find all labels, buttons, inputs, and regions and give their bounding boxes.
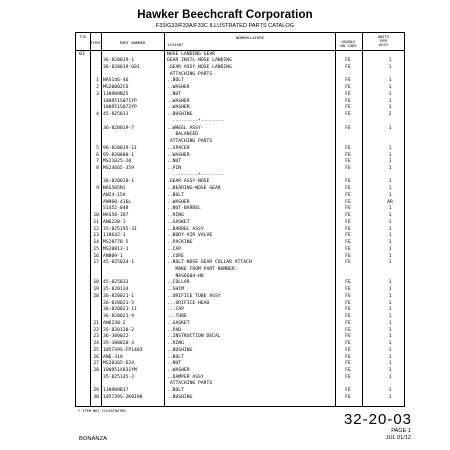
cell-part-number: 100951X031YM [103, 368, 137, 374]
cell-part-number: 36-820021-9 [103, 314, 135, 320]
cell-nomenclature: ..ORIFICE TUBE ASSY [167, 293, 221, 299]
cell-part-number: 36-820019-601 [103, 64, 140, 70]
cell-units-per-assy: 1 [388, 280, 392, 286]
table-row [76, 139, 404, 146]
cell-nomenclature: ..WHEEL ASSY- [167, 125, 204, 131]
cell-units-per-assy: 1 [388, 58, 392, 64]
cell-nomenclature: ..BOLT-NOSE GEAR COLLAR ATTACH [167, 260, 252, 266]
cell-nomenclature: NAS6604-H8 [167, 273, 204, 279]
cell-part-number: AN6230-2 [103, 320, 126, 326]
cell-units-per-assy: 1 [388, 85, 392, 91]
footnote: * ITEM NOT ILLUSTRATED [78, 409, 126, 413]
cell-units-per-assy: 1 [388, 314, 392, 320]
cell-units-per-assy: AR [387, 199, 393, 205]
cell-part-number: 96-820019-11 [103, 145, 137, 151]
cell-units-per-assy: 1 [388, 105, 392, 111]
cell-nomenclature: ...CAP [167, 307, 184, 313]
cell-nomenclature: ..BODY-AIR VALVE [167, 233, 213, 239]
table-row [76, 240, 404, 247]
cell-item: 14 [93, 240, 99, 246]
cell-item: 18 [93, 280, 99, 286]
cell-usable-code: FE [345, 192, 351, 198]
header-fig: FIG [79, 34, 87, 39]
cell-usable-code: FE [345, 91, 351, 97]
cell-item: 26 [93, 354, 99, 360]
cell-nomenclature: GEAR INSTL-NOSE LANDING [167, 58, 232, 64]
cell-fig: 03 [79, 51, 85, 57]
cell-units-per-assy: 1 [388, 91, 392, 97]
cell-part-number: S1452-048 [103, 206, 129, 212]
cell-part-number: 36-820021-1 [103, 293, 135, 299]
cell-usable-code: FE [345, 287, 351, 293]
cell-part-number: MS20002C6 [103, 85, 129, 91]
cell-nomenclature: ..WASHER [167, 98, 190, 104]
cell-usable-code: FE [345, 320, 351, 326]
cell-item: 22 [93, 327, 99, 333]
cell-part-number: NAS146-46 [103, 78, 129, 84]
cell-units-per-assy: 1 [388, 64, 392, 70]
cell-nomenclature: .GEAR ASSY-NOSE [167, 179, 210, 185]
cell-units-per-assy: 1 [388, 233, 392, 239]
cell-usable-code: FE [345, 361, 351, 367]
cell-usable-code: FE [345, 145, 351, 151]
table-row [76, 85, 404, 92]
cell-nomenclature: ..BUSHING [167, 394, 193, 400]
cell-usable-code: FE [345, 78, 351, 84]
cell-nomenclature: ..CORE [167, 253, 184, 259]
cell-nomenclature: ATTACHING PARTS [167, 71, 213, 77]
header-item: ITEM [90, 40, 100, 45]
cell-units-per-assy: 1 [388, 361, 392, 367]
cell-units-per-assy: 1 [388, 320, 392, 326]
cell-part-number: 95-820000-1 [103, 152, 135, 158]
cell-units-per-assy: 1 [388, 253, 392, 259]
cell-part-number: 36-820021-5 [103, 300, 135, 306]
cell-units-per-assy: 2 [388, 112, 392, 118]
cell-usable-code: FE [345, 206, 351, 212]
cell-part-number: 35-825145-2 [103, 374, 135, 380]
cell-nomenclature: ..BEARING-NOSE GEAR [167, 186, 221, 192]
cell-usable-code: FE [345, 280, 351, 286]
cell-nomenclature: ..RING [167, 341, 184, 347]
cell-item: 19 [93, 287, 99, 293]
table-row [76, 314, 404, 321]
cell-usable-code: FE [345, 219, 351, 225]
table-row [76, 348, 404, 355]
cell-part-number: 45-825034-1 [103, 260, 135, 266]
cell-usable-code: FE [345, 199, 351, 205]
cell-usable-code: FE [345, 58, 351, 64]
cell-nomenclature: ATTACHING PARTS [167, 139, 213, 145]
table-body [76, 52, 404, 402]
revision-date: JUL 01/12 [385, 435, 411, 441]
table-row [76, 146, 404, 153]
cell-units-per-assy: 1 [388, 354, 392, 360]
cell-units-per-assy: 1 [388, 341, 392, 347]
table-row [76, 220, 404, 227]
cell-part-number: 36-820020-1 [103, 179, 135, 185]
cell-nomenclature: ..BOLT [167, 388, 184, 394]
cell-part-number: NAS505NJ [103, 186, 126, 192]
cell-units-per-assy: 1 [388, 307, 392, 313]
table-row [76, 287, 404, 294]
cell-units-per-assy: 1 [388, 287, 392, 293]
cell-units-per-assy: 1 [388, 246, 392, 252]
cell-usable-code: FE [345, 260, 351, 266]
cell-usable-code: FE [345, 152, 351, 158]
cell-item: 24 [93, 341, 99, 347]
cell-item: 12 [93, 226, 99, 232]
cell-usable-code: FE [345, 300, 351, 306]
page-label: PAGE 1 [391, 428, 411, 434]
header-units-line2: PER [379, 38, 388, 44]
cell-part-number: 36-820019-7 [103, 125, 135, 131]
cell-units-per-assy: 1 [388, 300, 392, 306]
cell-nomenclature: ..NUT [167, 159, 182, 165]
table-row [76, 267, 404, 274]
cell-nomenclature: ..GASKET [167, 219, 190, 225]
cell-usable-code: FE [345, 253, 351, 259]
cell-usable-code: FE [345, 240, 351, 246]
cell-part-number: MS24665-359 [103, 165, 135, 171]
table-row [76, 65, 404, 72]
cell-nomenclature: ...TUBE [167, 314, 187, 320]
cell-nomenclature: ..WASHER [167, 368, 190, 374]
header-indent-scale: 1234567 [167, 42, 184, 47]
cell-item: 20 [93, 293, 99, 299]
header-units-line3: ASSY [378, 42, 389, 48]
cell-nomenclature: ..GASKET [167, 320, 190, 326]
cell-nomenclature: ..RING [167, 213, 184, 219]
cell-usable-code: FE [345, 159, 351, 165]
cell-part-number: 100951S072YP [103, 105, 137, 111]
table-row [76, 166, 404, 173]
cell-units-per-assy: 1 [388, 226, 392, 232]
cell-item: 10 [93, 213, 99, 219]
cell-nomenclature: ---------*-------- [167, 172, 224, 178]
cell-units-per-assy: 1 [388, 186, 392, 192]
cell-units-per-assy: 1 [388, 334, 392, 340]
cell-nomenclature: ..CAP [167, 246, 182, 252]
cell-units-per-assy: 1 [388, 388, 392, 394]
cell-nomenclature: ATTACHING PARTS [167, 381, 213, 387]
cell-usable-code: FE [345, 334, 351, 340]
cell-item: 4 [96, 112, 99, 118]
cell-units-per-assy: 1 [388, 125, 392, 131]
cell-part-number: 45-825033 [103, 280, 129, 286]
table-row [76, 126, 404, 133]
cell-part-number: MS20813-1 [103, 246, 129, 252]
cell-units-per-assy: 1 [388, 293, 392, 299]
header-usable [335, 40, 362, 48]
table-row [76, 260, 404, 267]
cell-nomenclature: ..INSTRUCTION DECAL [167, 334, 221, 340]
table-row [76, 186, 404, 193]
cell-usable-code: FE [345, 112, 351, 118]
cell-nomenclature: ..NUT-BARREL [167, 206, 201, 212]
cell-usable-code: FE [345, 388, 351, 394]
cell-part-number: AN960-416L [103, 199, 132, 205]
cell-units-per-assy: 1 [388, 368, 392, 374]
cell-item: 6 [96, 152, 99, 158]
table-row [76, 375, 404, 382]
cell-nomenclature: .GEAR ASSY-NOSE LANDING [167, 64, 232, 70]
cell-part-number: MS21025-20 [103, 159, 132, 165]
cell-units-per-assy: 1 [388, 394, 392, 400]
cell-part-number: 130909N25 [103, 91, 129, 97]
table-row [76, 159, 404, 166]
table-row [76, 92, 404, 99]
cell-nomenclature: ..NUT [167, 361, 182, 367]
header-usable-line1: USABLE [341, 39, 356, 44]
cell-nomenclature: ..BOLT [167, 78, 184, 84]
cell-usable-code: FE [345, 165, 351, 171]
cell-units-per-assy: 1 [388, 213, 392, 219]
table-row [76, 368, 404, 375]
cell-part-number: AN24-15A [103, 192, 126, 198]
cell-nomenclature: ..BUSHING [167, 347, 193, 353]
cell-part-number: MS20365-624 [103, 361, 135, 367]
cell-units-per-assy: 1 [388, 240, 392, 246]
cell-item: 15 [93, 246, 99, 252]
cell-usable-code: FE [345, 186, 351, 192]
aircraft-model: BONANZA [79, 436, 108, 442]
cell-item: 5 [96, 145, 99, 151]
cell-item: 30 [93, 394, 99, 400]
cell-usable-code: FE [345, 85, 351, 91]
cell-part-number: 36-820019-1 [103, 58, 135, 64]
cell-usable-code: FE [345, 374, 351, 380]
cell-usable-code: FE [345, 179, 351, 185]
cell-units-per-assy: 1 [388, 219, 392, 225]
cell-nomenclature: ..WASHER [167, 199, 190, 205]
cell-nomenclature: ..BOLT [167, 192, 184, 198]
cell-item: 28 [93, 368, 99, 374]
cell-units-per-assy: 1 [388, 192, 392, 198]
catalog-subtitle: F33/G33/F33A/F33C ILLUSTRATED PARTS CATALOG [155, 23, 295, 29]
cell-usable-code: FE [345, 64, 351, 70]
cell-part-number: AN6230-1 [103, 219, 126, 225]
table-row [76, 294, 404, 301]
cell-part-number: 35-820130-2 [103, 327, 135, 333]
cell-units-per-assy: 1 [388, 98, 392, 104]
cell-units-per-assy: 1 [388, 206, 392, 212]
cell-part-number: 118642-1 [103, 233, 126, 239]
cell-nomenclature: ...ORIFICE HEAD [167, 300, 210, 306]
cell-usable-code: FE [345, 213, 351, 219]
cell-nomenclature: ..SHIM [167, 287, 184, 293]
cell-usable-code: FE [345, 347, 351, 353]
table-row [76, 395, 404, 402]
cell-nomenclature: ..NUT [167, 91, 182, 97]
cell-item: 8 [96, 165, 99, 171]
cell-usable-code: FE [345, 327, 351, 333]
cell-units-per-assy: 1 [388, 260, 392, 266]
table-row [76, 361, 404, 368]
cell-nomenclature: ..BOLT [167, 354, 184, 360]
cell-item: 29 [93, 388, 99, 394]
cell-item: 9 [96, 186, 99, 192]
cell-nomenclature: ..PAD [167, 327, 182, 333]
table-row [76, 132, 404, 139]
cell-item: 23 [93, 334, 99, 340]
cell-part-number: AN809-1 [103, 253, 123, 259]
table-row [76, 247, 404, 254]
header-units-line1: UNITS [377, 34, 390, 39]
table-row [76, 112, 404, 119]
cell-usable-code: FE [345, 233, 351, 239]
cell-usable-code: FE [345, 226, 351, 232]
cell-units-per-assy: 1 [388, 78, 392, 84]
cell-part-number: 36-380022 [103, 334, 129, 340]
cell-nomenclature: ..WASHER [167, 152, 190, 158]
table-row [76, 321, 404, 328]
cell-usable-code: FE [345, 98, 351, 104]
cell-part-number: 35-380020-3 [103, 341, 135, 347]
cell-nomenclature: ..PACKING [167, 240, 193, 246]
cell-part-number: 35-820134 [103, 287, 129, 293]
header-units [362, 35, 405, 48]
cell-part-number: NAS50-187 [103, 213, 129, 219]
cell-units-per-assy: 1 [388, 327, 392, 333]
cell-usable-code: FE [345, 341, 351, 347]
cell-usable-code: FE [345, 394, 351, 400]
cell-item: 1 [96, 78, 99, 84]
table-row [76, 119, 404, 126]
cell-nomenclature: ..BUSHING [167, 112, 193, 118]
table-row [76, 58, 404, 65]
cell-part-number: 45-825011 [103, 112, 129, 118]
cell-units-per-assy: 1 [388, 374, 392, 380]
cell-part-number: MS28778-5 [103, 240, 129, 246]
cell-nomenclature: ..PIN [167, 165, 182, 171]
page-number: 32-20-03 [343, 411, 412, 428]
cell-usable-code: FE [345, 125, 351, 131]
cell-item: 7 [96, 159, 99, 165]
cell-units-per-assy: 1 [388, 179, 392, 185]
cell-usable-code: FE [345, 314, 351, 320]
cell-item: 13 [93, 233, 99, 239]
cell-item: 11 [93, 219, 99, 225]
cell-nomenclature: ..SPACER [167, 145, 190, 151]
cell-item: 3 [96, 91, 99, 97]
cell-nomenclature: ..WASHER [167, 105, 190, 111]
cell-usable-code: FE [345, 105, 351, 111]
cell-part-number: 35-825195-31 [103, 226, 137, 232]
cell-item: 17 [93, 260, 99, 266]
cell-usable-code: FE [345, 307, 351, 313]
table-header [76, 33, 404, 51]
company-title: Hawker Beechcraft Corporation [137, 9, 313, 21]
cell-nomenclature: ..BARREL ASSY [167, 226, 204, 232]
cell-nomenclature: MAKE FROM PART NUMBER: [167, 267, 238, 272]
table-row [76, 388, 404, 395]
header-nomenclature: NOMENCLATURE [235, 35, 265, 40]
cell-usable-code: FE [345, 368, 351, 374]
header-part-number: PART NUMBER [119, 40, 146, 45]
cell-item: 27 [93, 361, 99, 367]
cell-part-number: AN6-31A [103, 354, 123, 360]
cell-nomenclature: ---------*-------- [167, 118, 224, 124]
cell-usable-code: FE [345, 354, 351, 360]
cell-part-number: 105739S-FP1483 [103, 347, 143, 353]
cell-item: 16 [93, 253, 99, 259]
cell-units-per-assy: 1 [388, 347, 392, 353]
cell-part-number: 130909B17 [103, 388, 129, 394]
cell-nomenclature: ..DAMPER ASSY [167, 374, 204, 380]
cell-units-per-assy: 1 [388, 152, 392, 158]
cell-item: 2 [96, 85, 99, 91]
cell-nomenclature: ..WASHER [167, 85, 190, 91]
cell-units-per-assy: 1 [388, 145, 392, 151]
cell-part-number: 100951S071YP [103, 98, 137, 104]
cell-nomenclature: NOSE LANDING GEAR [167, 51, 215, 57]
cell-units-per-assy: 1 [388, 165, 392, 171]
cell-nomenclature: ..COLLAR [167, 280, 190, 286]
header-usable-line2: ON CODE [340, 43, 357, 49]
cell-nomenclature: BALANCED [167, 132, 199, 138]
cell-part-number: 105739S-2K0190 [103, 394, 143, 400]
cell-part-number: 36-820021-11 [103, 307, 137, 313]
cell-usable-code: FE [345, 246, 351, 252]
table-row [76, 341, 404, 348]
table-row [76, 193, 404, 200]
parts-table [75, 32, 405, 407]
cell-item: 21 [93, 320, 99, 326]
cell-item: 25 [93, 347, 99, 353]
cell-units-per-assy: 1 [388, 159, 392, 165]
cell-usable-code: FE [345, 293, 351, 299]
table-row [76, 213, 404, 220]
